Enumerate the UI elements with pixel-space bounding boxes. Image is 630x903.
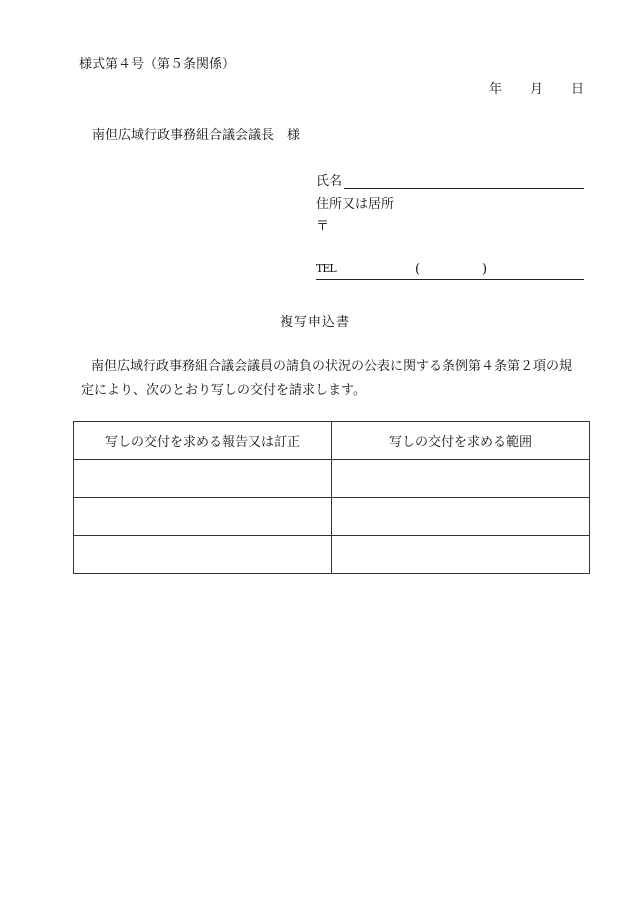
postal-mark: 〒	[316, 219, 330, 234]
table-cell[interactable]	[332, 498, 590, 536]
body-paragraph	[81, 355, 581, 403]
table-cell[interactable]	[332, 460, 590, 498]
tel-field[interactable]	[316, 262, 584, 280]
table-cell[interactable]	[332, 536, 590, 574]
header-report-or-correction: 写しの交付を求める報告又は訂正	[74, 422, 332, 460]
form-number: 様式第４号（第５条関係）	[79, 57, 236, 72]
table-cell[interactable]	[74, 536, 332, 574]
table-cell[interactable]	[74, 460, 332, 498]
request-table	[73, 421, 590, 574]
name-underline	[344, 173, 584, 189]
tel-open-paren: (	[415, 262, 421, 277]
table-row	[74, 536, 590, 574]
table-row	[74, 460, 590, 498]
name-label: 氏名	[316, 174, 343, 189]
table-cell[interactable]	[74, 498, 332, 536]
month-label: 月	[530, 82, 544, 97]
table-header-row	[74, 422, 590, 460]
document-title: 複写申込書	[279, 315, 350, 330]
body-text: 南但広域行政事務組合議会議員の請負の状況の公表に関する条例第４条第２項の規定により、次のとおり写しの交付を請求します。	[81, 359, 573, 398]
addressee: 南但広域行政事務組合議会議長 様	[92, 128, 301, 143]
year-label: 年	[489, 82, 503, 97]
date-line	[489, 78, 584, 97]
tel-label: TEL	[316, 262, 336, 275]
tel-close-paren: )	[482, 262, 488, 277]
header-scope: 写しの交付を求める範囲	[332, 422, 590, 460]
table-row	[74, 498, 590, 536]
applicant-name-field[interactable]	[316, 170, 584, 189]
address-label: 住所又は居所	[316, 197, 395, 212]
day-label: 日	[571, 82, 585, 97]
